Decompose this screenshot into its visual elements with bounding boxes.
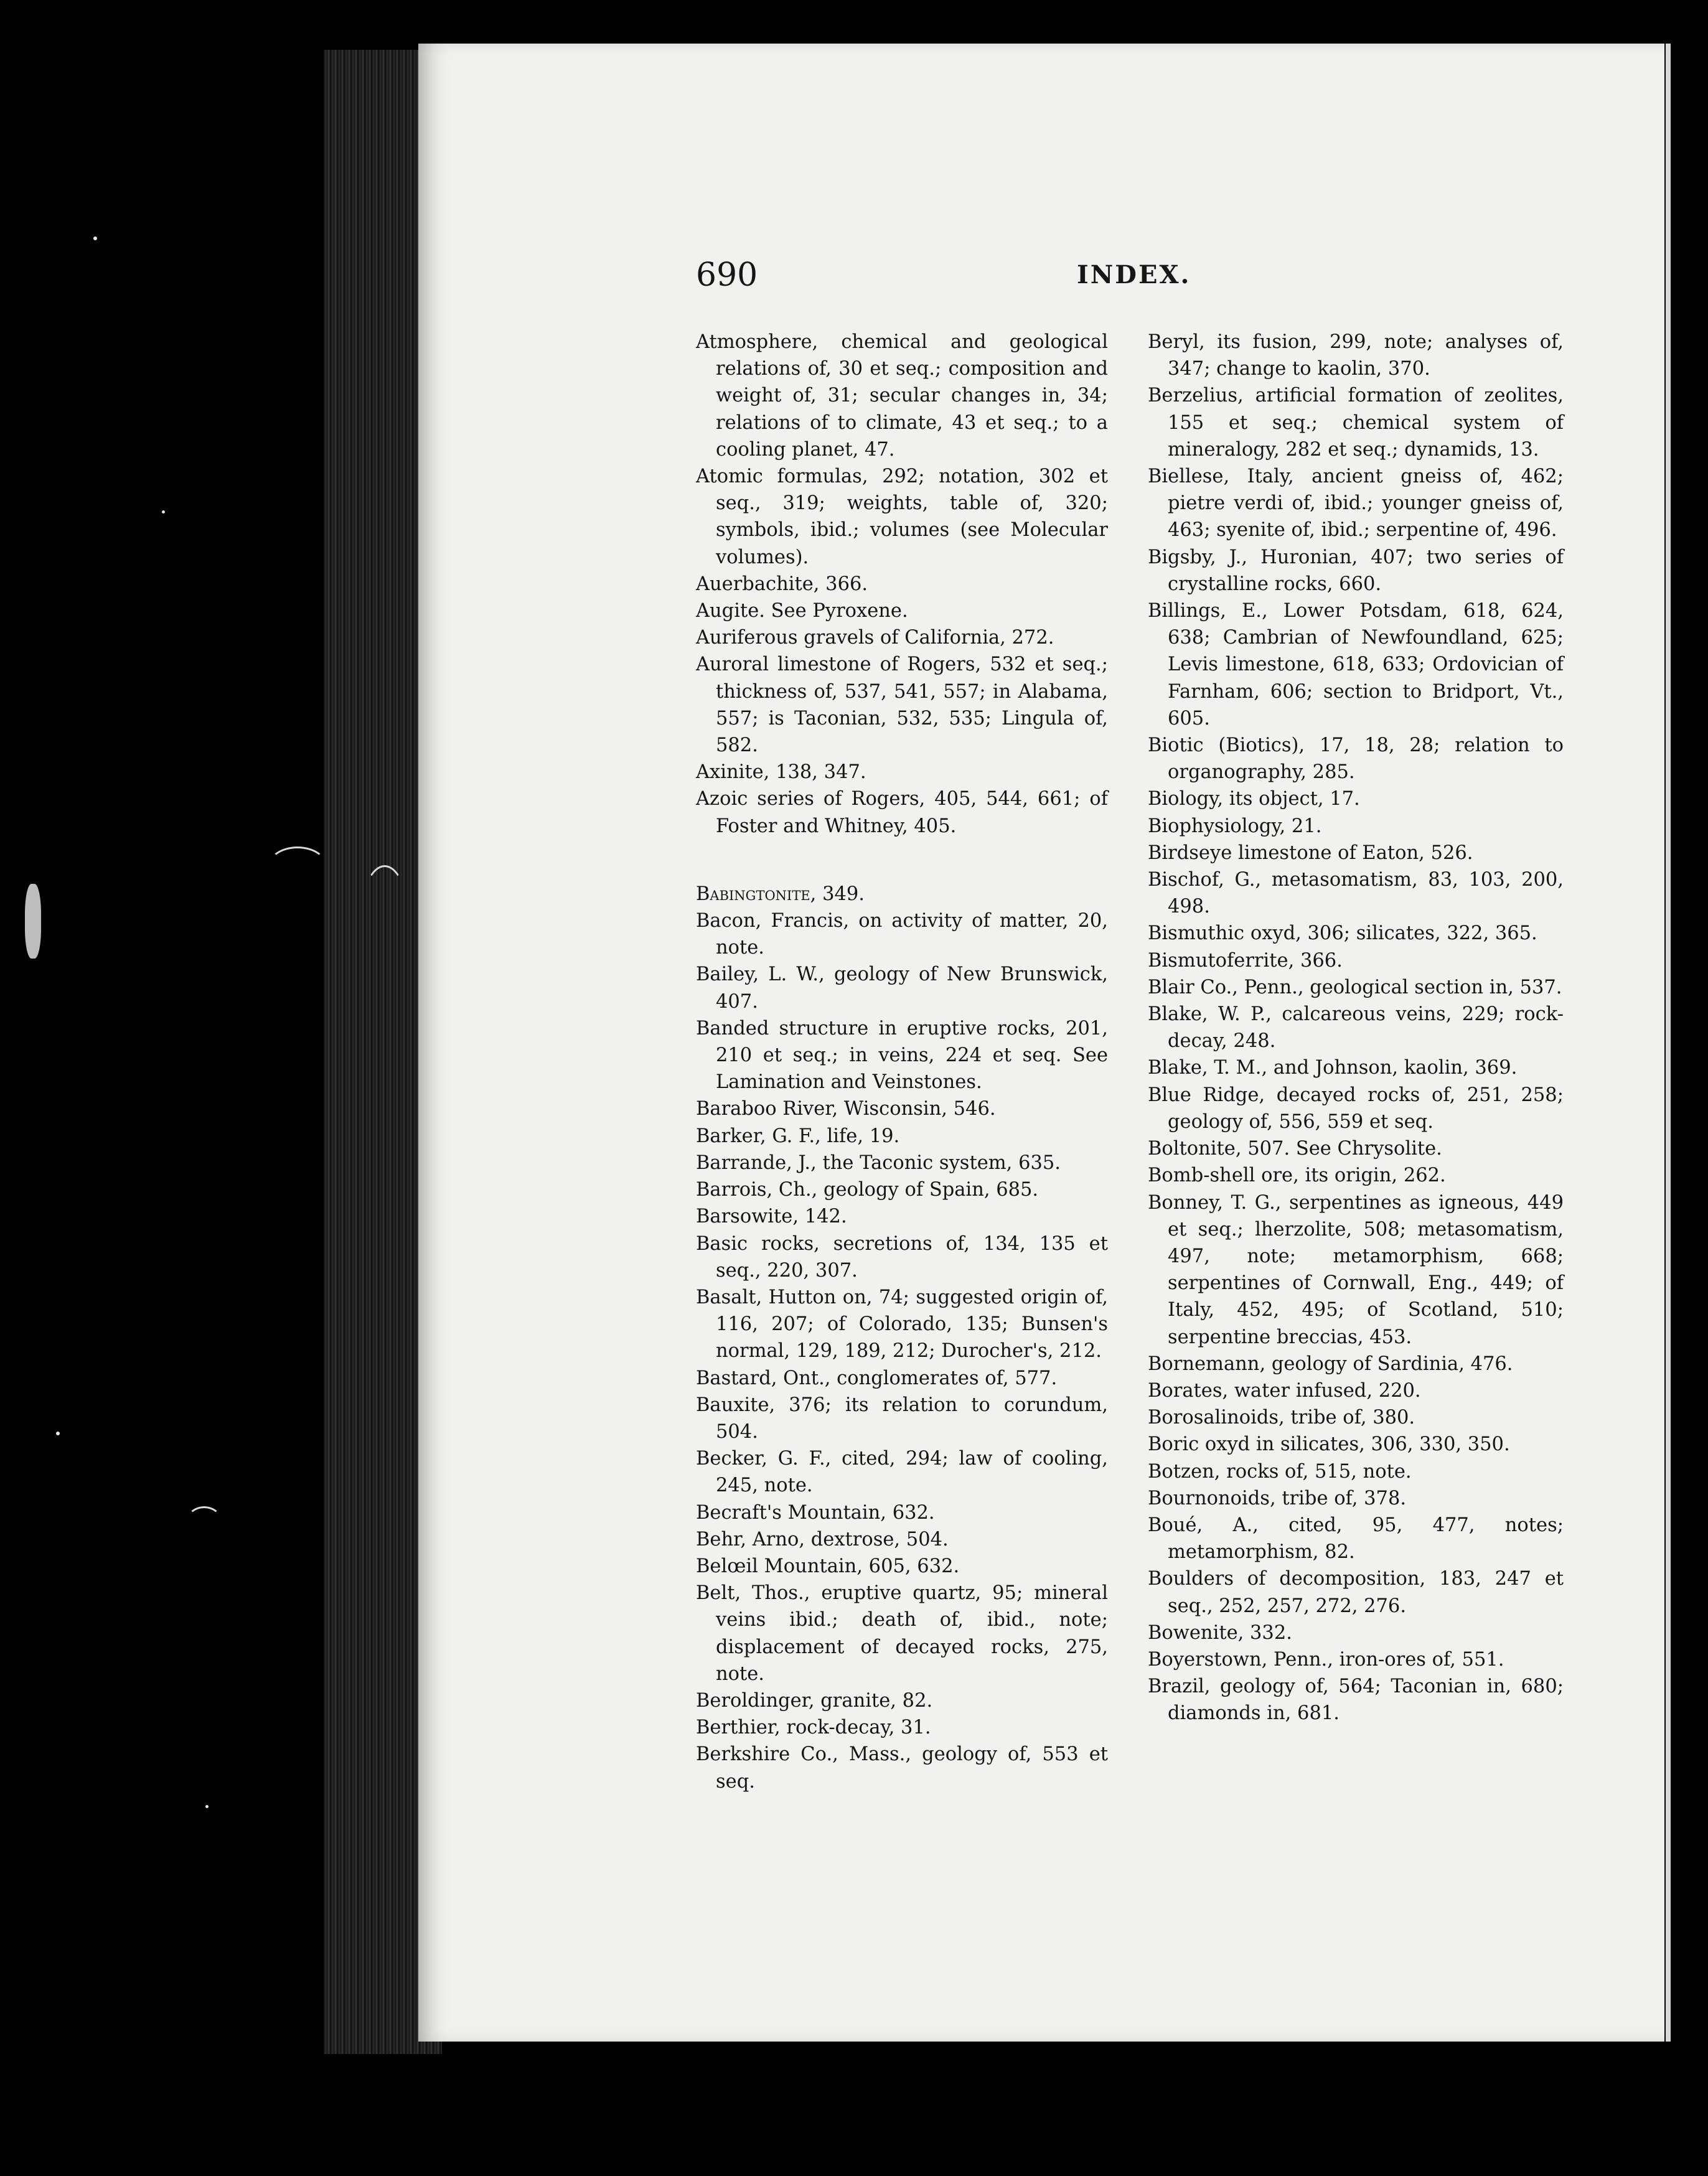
- index-entry: Boric oxyd in silicates, 306, 330, 350.: [1148, 1433, 1510, 1456]
- next-page-edge: [1666, 44, 1671, 2042]
- index-entry: Blake, T. M., and Johnson, kaolin, 369.: [1148, 1057, 1518, 1079]
- index-entry: Bigsby, J., Huronian, 407; two series of crystalline rocks, 660.: [1148, 546, 1564, 595]
- index-entry: Axinite, 138, 347.: [696, 761, 866, 784]
- index-entry: Bacon, Francis, on activity of matter, 20, note.: [696, 910, 1108, 959]
- index-entry: Barrande, J., the Taconic system, 635.: [696, 1151, 1061, 1174]
- dust-speck: [93, 237, 97, 240]
- dust-speck: [25, 884, 41, 959]
- index-entry: Bismutoferrite, 366.: [1148, 949, 1343, 972]
- running-head: INDEX.: [1077, 260, 1191, 289]
- index-entry: Becraft's Mountain, 632.: [696, 1501, 935, 1524]
- index-entry: Biology, its object, 17.: [1148, 788, 1360, 810]
- index-entry: Borosalinoids, tribe of, 380.: [1148, 1407, 1415, 1429]
- index-entry: Basalt, Hutton on, 74; suggested origin of, 116, 207; of Colorado, 135; Bunsen's normal, 129, 189, 212; Durocher's, 212.: [696, 1286, 1108, 1362]
- index-entry: Auriferous gravels of California, 272.: [696, 627, 1054, 649]
- index-entry: Brazil, geology of, 564; Taconian in, 680; diamonds in, 681.: [1148, 1676, 1564, 1725]
- index-entry: Belt, Thos., eruptive quartz, 95; mineral veins ibid.; death of, ibid., note; displacement of decayed rocks, 275, note.: [696, 1582, 1108, 1685]
- index-entry: Boulders of decomposition, 183, 247 et seq., 252, 257, 272, 276.: [1148, 1568, 1564, 1617]
- index-entry: Boyerstown, Penn., iron-ores of, 551.: [1148, 1648, 1504, 1671]
- index-entry: Biotic (Biotics), 17, 18, 28; relation to organography, 285.: [1148, 734, 1564, 784]
- index-entry: Augite. See Pyroxene.: [696, 600, 908, 622]
- index-entry: Bomb-shell ore, its origin, 262.: [1148, 1165, 1446, 1187]
- index-entry: Berkshire Co., Mass., geology of, 553 et seq.: [696, 1743, 1108, 1793]
- index-entry: Blue Ridge, decayed rocks of, 251, 258; geology of, 556, 559 et seq.: [1148, 1084, 1564, 1133]
- index-entry: Babingtonite, 349.: [696, 883, 865, 905]
- index-column-right: [1148, 329, 1564, 1727]
- index-entry: Behr, Arno, dextrose, 504.: [696, 1528, 949, 1550]
- index-entry: Berzelius, artificial formation of zeolites, 155 et seq.; chemical system of mineralogy, 282 et seq.; dynamids, 13.: [1148, 385, 1564, 461]
- page-number: 690: [696, 256, 758, 294]
- dust-speck: [162, 510, 165, 514]
- index-entry: Boltonite, 507. See Chrysolite.: [1148, 1138, 1442, 1160]
- index-entry: Baraboo River, Wisconsin, 546.: [696, 1098, 996, 1120]
- scan-scratch: [187, 1506, 222, 1535]
- index-entry: Beroldinger, granite, 82.: [696, 1689, 933, 1712]
- scan-scratch: [361, 865, 408, 962]
- index-entry: Auroral limestone of Rogers, 532 et seq.; thickness of, 537, 541, 557; in Alabama, 557; is Taconian, 532, 535; Lingula of, 582.: [696, 654, 1108, 757]
- index-entry: Bailey, L. W., geology of New Brunswick, 407.: [696, 964, 1108, 1013]
- index-entry: Blair Co., Penn., geological section in, 537.: [1148, 976, 1562, 998]
- index-entry: Barrois, Ch., geology of Spain, 685.: [696, 1179, 1039, 1201]
- index-entry: Banded structure in eruptive rocks, 201, 210 et seq.; in veins, 224 et seq. See Lamination and Veinstones.: [696, 1017, 1108, 1094]
- index-entry: Bournonoids, tribe of, 378.: [1148, 1487, 1407, 1509]
- index-entry: Bowenite, 332.: [1148, 1621, 1292, 1644]
- index-entry: Belœil Mountain, 605, 632.: [696, 1555, 960, 1577]
- index-column-left: [696, 329, 1108, 1795]
- index-entry: Barsowite, 142.: [696, 1206, 847, 1228]
- index-entry: Biophysiology, 21.: [1148, 815, 1322, 837]
- index-entry: Boué, A., cited, 95, 477, notes; metamorphism, 82.: [1148, 1514, 1564, 1564]
- index-entry: Auerbachite, 366.: [696, 573, 868, 595]
- index-entry: Berthier, rock-decay, 31.: [696, 1717, 931, 1739]
- index-entry: Bauxite, 376; its relation to corundum, 504.: [696, 1394, 1108, 1443]
- index-entry: Bismuthic oxyd, 306; silicates, 322, 365.: [1148, 922, 1537, 945]
- index-entry: Billings, E., Lower Potsdam, 618, 624, 638; Cambrian of Newfoundland, 625; Levis limestone, 618, 633; Ordovician of Farnham, 606; section to Bridport, Vt., 605.: [1148, 600, 1564, 729]
- index-entry: Barker, G. F., life, 19.: [696, 1125, 900, 1147]
- index-entry: Beryl, its fusion, 299, note; analyses of, 347; change to kaolin, 370.: [1148, 331, 1564, 380]
- index-entry: Bonney, T. G., serpentines as igneous, 449 et seq.; lherzolite, 508; metasomatism, 497, note; metamorphism, 668; serpentines of Cornwall, Eng., 449; of Italy, 452, 495; of Scotland, 510; serpentine breccias, 453.: [1148, 1191, 1564, 1348]
- index-entry: Blake, W. P., calcareous veins, 229; rock-decay, 248.: [1148, 1003, 1564, 1053]
- index-entry: Bischof, G., metasomatism, 83, 103, 200, 498.: [1148, 869, 1564, 918]
- dust-speck: [56, 1432, 60, 1435]
- index-entry: Biellese, Italy, ancient gneiss of, 462; pietre verdi of, ibid.; younger gneiss of, 463; syenite of, ibid.; serpentine of, 496.: [1148, 466, 1564, 542]
- dust-speck: [205, 1805, 209, 1808]
- index-entry: Botzen, rocks of, 515, note.: [1148, 1460, 1412, 1483]
- index-entry: Birdseye limestone of Eaton, 526.: [1148, 842, 1473, 864]
- index-entry: Basic rocks, secretions of, 134, 135 et seq., 220, 307.: [696, 1232, 1108, 1282]
- letter-section-gap: [696, 840, 1108, 881]
- index-entry: Bornemann, geology of Sardinia, 476.: [1148, 1353, 1513, 1375]
- index-entry: Atomic formulas, 292; notation, 302 et seq., 319; weights, table of, 320; symbols, ibid.; volumes (see Molecular volumes).: [696, 466, 1108, 568]
- index-entry: Becker, G. F., cited, 294; law of cooling, 245, note.: [696, 1448, 1108, 1497]
- index-entry: Atmosphere, chemical and geological relations of, 30 et seq.; composition and weight of, 31; secular changes in, 34; relations of to climate, 43 et seq.; to a cooling planet, 47.: [696, 331, 1108, 461]
- index-entry: Bastard, Ont., conglomerates of, 577.: [696, 1367, 1058, 1389]
- scan-scratch: [268, 846, 327, 888]
- index-entry: Azoic series of Rogers, 405, 544, 661; of Foster and Whitney, 405.: [696, 788, 1108, 837]
- index-entry: Borates, water infused, 220.: [1148, 1379, 1421, 1402]
